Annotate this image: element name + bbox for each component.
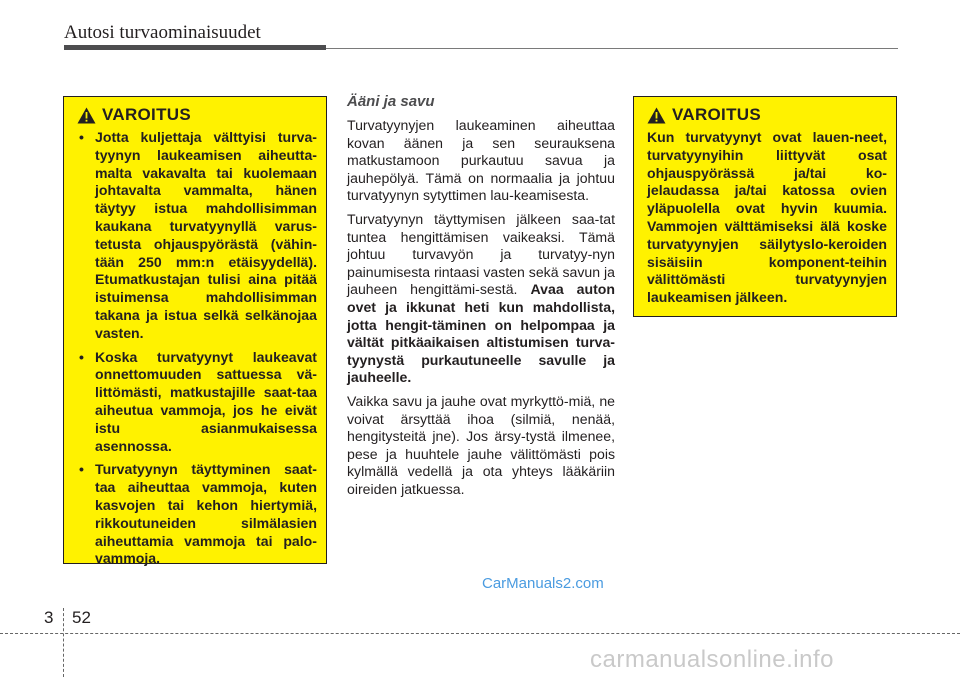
- warning-item: • Turvatyynyn täyttyminen saat-taa aiheuttaa vammoja, kuten kasvojen tai kehon hiertymiä, rikkoutuneiden silmälasien aiheuttamia vammoja tai palo-vammoja.: [77, 461, 317, 568]
- warning-text-right: Kun turvatyynyt ovat lauen-neet, turvatyynyihin liittyvät osat ohjauspyörässä ja/tai ko-jelaudassa ja/tai katossa ovien yläpuolella ovat hyvin kuumia. Vammojen välttämiseksi älä koske turvatyynyjen säilytyslo-keroiden sisäisiin komponent-teihin välittömästi turvatyynyjen laukeamisen jälkeen.: [647, 129, 887, 306]
- chapter-number: 3: [44, 608, 54, 627]
- paragraph-2: [347, 211, 615, 387]
- warning-heading-text: VAROITUS: [102, 105, 191, 124]
- warning-item: • Jotta kuljettaja välttyisi turva-tyynyn laukeamisen aiheutta-malta vakavalta tai kuolemaan johtavalta vammalta, hänen täytyy istua mahdollisimman kaukana turvatyynyllä varus-tetusta ohjauspyörästä (vähin-tään 250 mm:n etäisyydellä). Etumatkustajan tulisi aina pitää istuimensa mahdollisimman takana ja istua selkä selkänojaa vasten.: [77, 129, 317, 343]
- warning-heading-text: VAROITUS: [672, 105, 761, 124]
- watermark-link[interactable]: CarManuals2.com: [482, 575, 604, 592]
- section-heading: Ääni ja savu: [347, 93, 435, 110]
- warning-heading-right: [647, 105, 887, 125]
- main-text-column: [347, 93, 615, 504]
- warning-box-left: [63, 96, 327, 567]
- warning-list: [77, 129, 317, 568]
- warning-triangle-icon: [647, 107, 666, 124]
- warning-item: • Koska turvatyynyt laukeavat onnettomuuden sattuessa vä-littömästi, matkustajille saat-taa aiheutua vammoja, jos he eivät istu asianmukaisessa asennossa.: [77, 349, 317, 456]
- paragraph-2-text: Turvatyynyn täyttymisen jälkeen saa-tat tuntea hengittämisen vaikeaksi. Tämä johtuu turvavyön ja turvatyy-nyn painumisesta rintaasi vasten sekä savun ja jauheen hengittämi-sestä.: [347, 210, 615, 298]
- header-bar: [64, 45, 326, 50]
- footer-vertical-divider: [63, 608, 64, 677]
- site-watermark: carmanualsonline.info: [590, 646, 834, 673]
- paragraph-3: Vaikka savu ja jauhe ovat myrkyttö-miä, ne voivat ärsyttää ihoa (silmiä, nenää, hengitysteitä jne). Jos ärsy-tystä ilmenee, pese ja huuhtele jauhe välittömästi pois kylmällä vedellä ja ota yhteys lääkäriin oireiden jatkuessa.: [347, 392, 615, 497]
- warning-heading-left: [77, 105, 317, 125]
- warning-box-right: [633, 96, 897, 317]
- warning-triangle-icon: [77, 107, 96, 124]
- page-number: 52: [72, 608, 91, 627]
- header-rule: [326, 48, 898, 49]
- paragraph-1: Turvatyynyjen laukeaminen aiheuttaa kovan äänen ja sen seurauksena matkustamoon purkautuu savua ja jauhepölyä. Tämä on normaalia ja johtuu turvatyynyn sytyttimen lau-keamisesta.: [347, 117, 615, 204]
- footer-divider: [0, 633, 960, 634]
- page-header-title: Autosi turvaominaisuudet: [64, 22, 261, 43]
- paragraph-2-emphasis: Avaa auton ovet ja ikkunat heti kun mahdollista, jotta hengit-täminen on helpompaa ja vältät pitkäaikaisen altistumisen turva-tyynystä purkautuneelle savulle ja jauheelle.: [347, 281, 616, 386]
